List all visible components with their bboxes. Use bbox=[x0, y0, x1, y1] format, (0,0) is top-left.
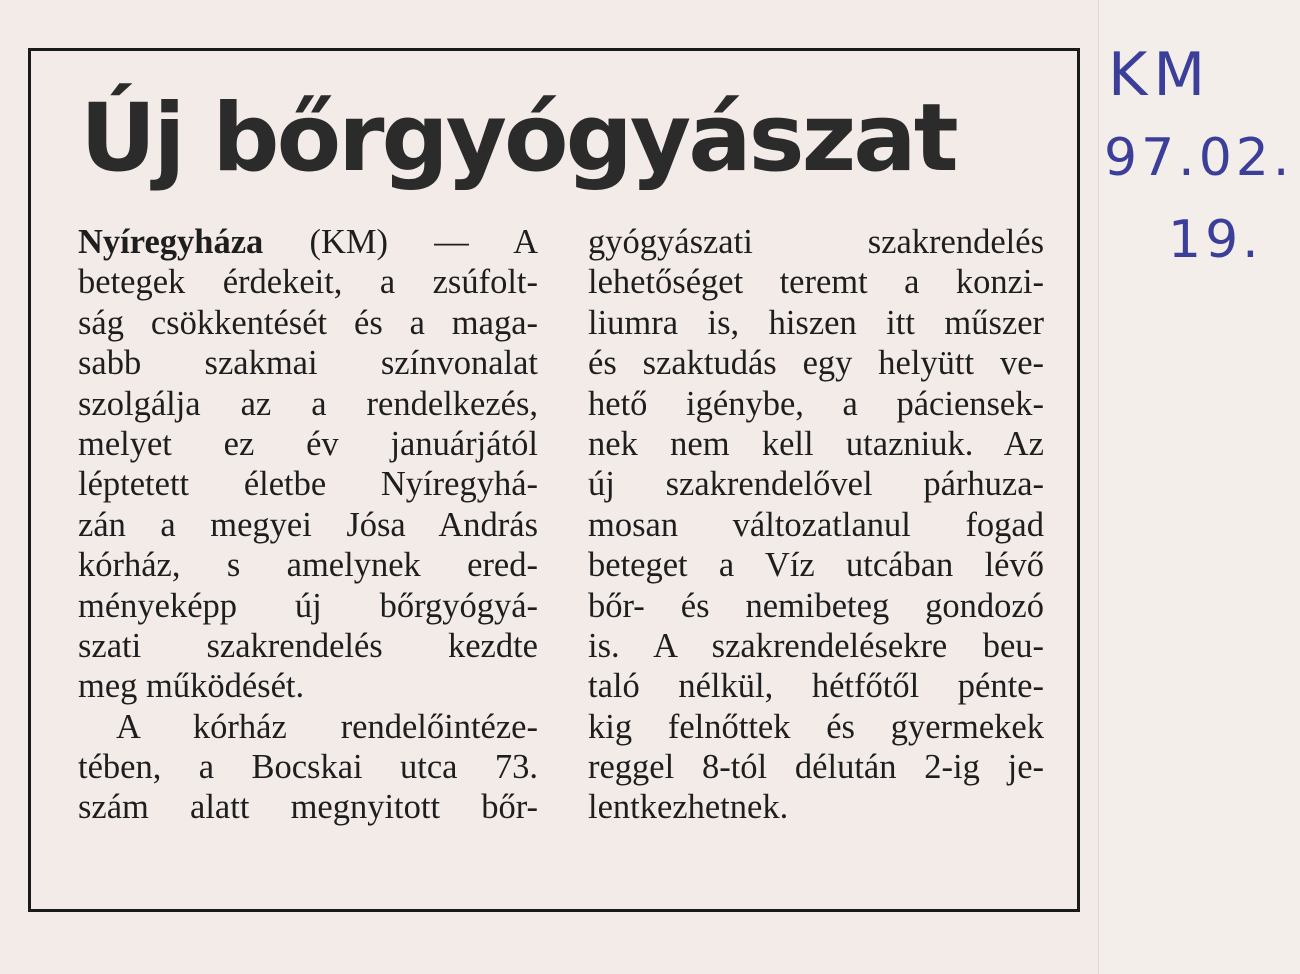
line-text: szám alatt megnyitott bőr- bbox=[78, 788, 538, 827]
text-line bbox=[588, 787, 1044, 827]
line-text: taló nélkül, hétfőtől pénte- bbox=[588, 667, 1044, 706]
text-line bbox=[588, 464, 1044, 504]
line-text: bőr- és nemibeteg gondozó bbox=[588, 586, 1044, 625]
line-text: szolgálja az a rendelkezés, bbox=[78, 384, 538, 423]
text-line bbox=[78, 384, 538, 424]
line-text: és szaktudás egy helyütt ve- bbox=[588, 344, 1044, 383]
text-line bbox=[588, 707, 1044, 747]
line-text: gyógyászati szakrendelés bbox=[588, 223, 1044, 261]
line-text: új szakrendelővel párhuza- bbox=[588, 465, 1044, 504]
text-line bbox=[588, 222, 1044, 262]
text-line bbox=[78, 505, 538, 545]
line-text: kig felnőttek és gyermekek bbox=[588, 707, 1044, 746]
text-line bbox=[78, 222, 538, 262]
handwritten-date: 97.02. bbox=[1104, 128, 1294, 188]
line-text: lentkezhetnek. bbox=[588, 788, 789, 827]
text-line bbox=[78, 424, 538, 464]
text-line bbox=[78, 262, 538, 302]
text-line bbox=[78, 545, 538, 585]
line-text: melyet ez év januárjától bbox=[78, 424, 538, 463]
text-line bbox=[78, 787, 538, 827]
line-text: szati szakrendelés kezdte bbox=[78, 626, 538, 665]
text-line bbox=[588, 424, 1044, 464]
line-text: beteget a Víz utcában lévő bbox=[588, 546, 1044, 585]
text-line bbox=[588, 545, 1044, 585]
line-text: is. A szakrendelésekre beu- bbox=[588, 626, 1044, 665]
line-text: tében, a Bocskai utca 73. bbox=[78, 748, 538, 787]
text-line bbox=[588, 343, 1044, 383]
text-line bbox=[78, 626, 538, 666]
line-text: A kórház rendelőintéze- bbox=[116, 707, 538, 746]
text-line bbox=[588, 626, 1044, 666]
text-line bbox=[78, 707, 538, 747]
text-line bbox=[588, 505, 1044, 545]
dateline: Nyíregyháza bbox=[78, 223, 264, 261]
text-line bbox=[588, 747, 1044, 787]
line-text: lehetőséget teremt a konzi- bbox=[588, 263, 1044, 302]
handwritten-day: 19. bbox=[1168, 210, 1263, 270]
text-line bbox=[588, 303, 1044, 343]
line-text: betegek érdekeit, a zsúfolt- bbox=[78, 263, 538, 302]
line-text: ményeképp új bőrgyógyá- bbox=[78, 586, 538, 625]
text-line bbox=[78, 747, 538, 787]
line-text: léptetett életbe Nyíregyhá- bbox=[78, 465, 538, 504]
line-text: mosan változatlanul fogad bbox=[588, 505, 1044, 544]
text-line bbox=[78, 586, 538, 626]
text-line bbox=[78, 464, 538, 504]
handwritten-source: KM bbox=[1108, 40, 1212, 110]
article-headline: Új bőrgyógyászat bbox=[80, 84, 956, 193]
text-line bbox=[78, 343, 538, 383]
text-line bbox=[78, 303, 538, 343]
line-text: kórház, s amelynek ered- bbox=[78, 546, 538, 585]
line-text: zán a megyei Jósa András bbox=[78, 505, 538, 544]
line-text: nek nem kell utazniuk. Az bbox=[588, 424, 1044, 463]
line-text: hető igénybe, a páciensek- bbox=[588, 384, 1044, 423]
article-column-right bbox=[588, 222, 1044, 828]
text-line bbox=[588, 384, 1044, 424]
line-text: sabb szakmai színvonalat bbox=[78, 344, 538, 383]
text-line bbox=[588, 262, 1044, 302]
line-text: meg működését. bbox=[78, 667, 305, 706]
text-line bbox=[588, 666, 1044, 706]
line-text: liumra is, hiszen itt műszer bbox=[588, 303, 1044, 342]
line-text: ság csökkentését és a maga- bbox=[78, 303, 538, 342]
text-line bbox=[78, 666, 538, 706]
line-text: reggel 8-tól délután 2-ig je- bbox=[588, 748, 1044, 787]
line-text: (KM) — A bbox=[263, 223, 538, 261]
article-column-left bbox=[78, 222, 538, 828]
text-line bbox=[588, 586, 1044, 626]
